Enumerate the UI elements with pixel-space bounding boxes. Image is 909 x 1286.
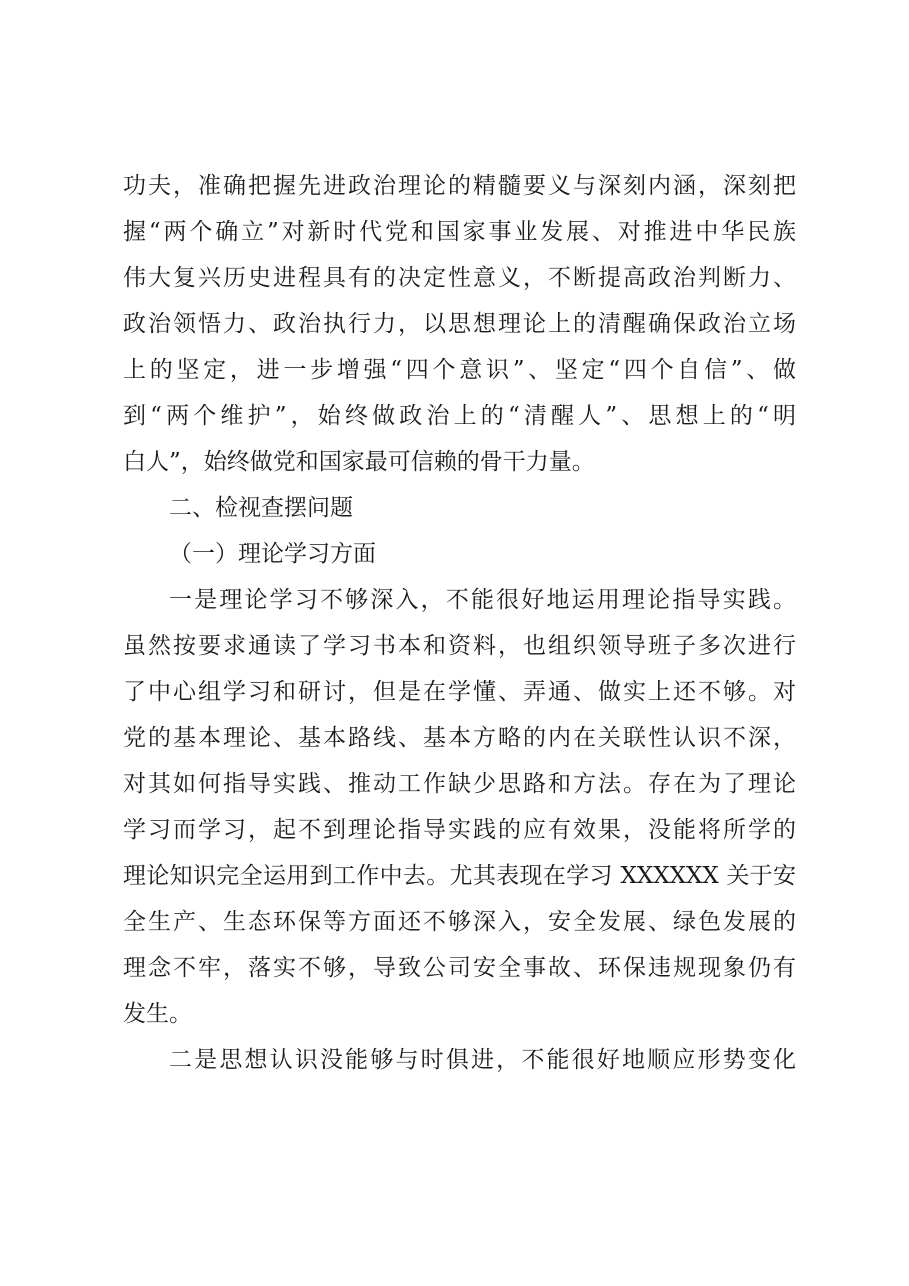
paragraph-line: 一是理论学习不够深入，不能很好地运用理论指导实践。 [169, 587, 796, 613]
paragraph-political-theory [123, 163, 796, 485]
paragraph-line: 功夫，准确把握先进政治理论的精髓要义与深刻内涵，深刻把 [123, 173, 796, 199]
paragraph-line: 了中心组学习和研讨，但是在学懂、弄通、做实上还不够。对 [123, 679, 796, 705]
paragraph-line: 学习而学习，起不到理论指导实践的应有效果，没能将所学的 [123, 817, 796, 843]
paragraph-line: 二是思想认识没能够与时俱进，不能很好地顺应形势变化 [169, 1047, 796, 1073]
paragraph-line: 理念不牢，落实不够，导致公司安全事故、环保违规现象仍有 [123, 955, 796, 981]
paragraph-line: 到“两个维护”，始终做政治上的“清醒人”、思想上的“明 [123, 403, 796, 429]
section-heading: 二、检视查摆问题 [169, 495, 353, 521]
paragraph-line: 政治领悟力、政治执行力，以思想理论上的清醒确保政治立场 [123, 311, 796, 337]
paragraph-theory-study [123, 577, 796, 1037]
paragraph-line: 握“两个确立”对新时代党和国家事业发展、对推进中华民族 [123, 219, 796, 245]
paragraph-line: 白人”，始终做党和国家最可信赖的骨干力量。 [123, 449, 595, 475]
subsection-heading: （一）理论学习方面 [169, 541, 376, 567]
paragraph-line: 上的坚定，进一步增强“四个意识”、坚定“四个自信”、做 [123, 357, 796, 383]
paragraph-line: 发生。 [123, 1001, 192, 1027]
paragraph-thinking [123, 1037, 796, 1083]
paragraph-line: 理论知识完全运用到工作中去。尤其表现在学习 XXXXXX 关于安 [123, 863, 796, 889]
paragraph-line: 虽然按要求通读了学习书本和资料，也组织领导班子多次进行 [123, 633, 796, 659]
paragraph-line: 党的基本理论、基本路线、基本方略的内在关联性认识不深， [123, 725, 796, 751]
paragraph-line: 伟大复兴历史进程具有的决定性意义，不断提高政治判断力、 [123, 265, 796, 291]
paragraph-line: 对其如何指导实践、推动工作缺少思路和方法。存在为了理论 [123, 771, 796, 797]
paragraph-line: 全生产、生态环保等方面还不够深入，安全发展、绿色发展的 [123, 909, 796, 935]
document-body [123, 163, 796, 1083]
